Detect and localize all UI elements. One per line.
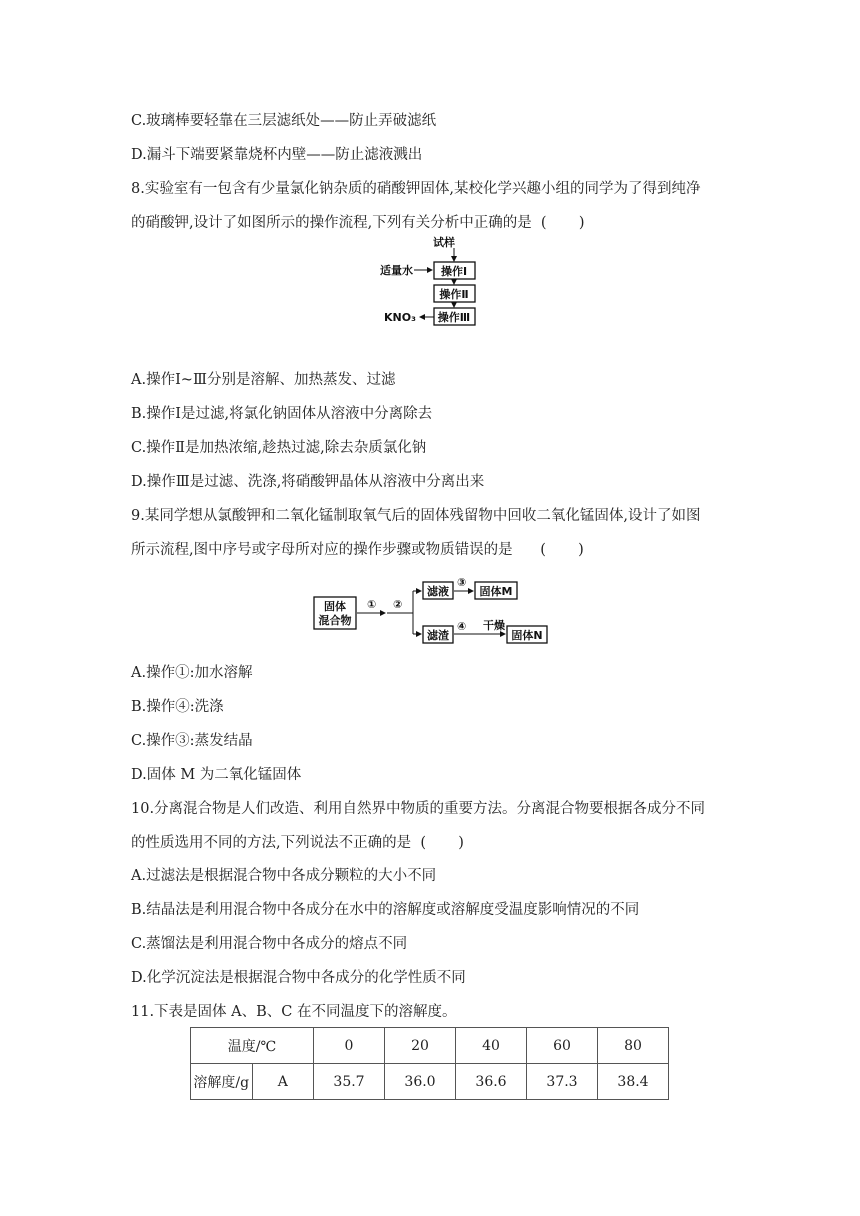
temp-header: 温度/℃	[191, 1028, 314, 1064]
value-cell: 37.3	[527, 1064, 598, 1100]
question-8-line2: 的硝酸钾,设计了如图所示的操作流程,下列有关分析中正确的是 ( )	[131, 215, 585, 231]
op1-label: 操作Ⅰ	[440, 265, 468, 278]
option-a-q9: A.操作①:加水溶解	[131, 665, 253, 681]
kno3-label: KNO₃	[384, 311, 416, 324]
step1-label: ①	[367, 598, 377, 611]
filtrate-label: 滤液	[427, 585, 449, 598]
option-b-q8: B.操作Ⅰ是过滤,将氯化钠固体从溶液中分离除去	[131, 406, 433, 422]
option-c-q9: C.操作③:蒸发结晶	[131, 733, 253, 749]
temp-cell: 60	[527, 1028, 598, 1064]
option-c-q7: C.玻璃棒要轻靠在三层滤纸处——防止弄破滤纸	[131, 113, 437, 129]
option-d-q10: D.化学沉淀法是根据混合物中各成分的化学性质不同	[131, 970, 466, 986]
water-label: 适量水	[380, 264, 413, 277]
solubility-label: 溶解度/g	[191, 1064, 253, 1100]
option-d-q7: D.漏斗下端要紧靠烧杯内壁——防止滤液溅出	[131, 147, 423, 163]
flow-diagram-q8	[378, 236, 488, 328]
table-row	[191, 1028, 669, 1064]
option-c-q8: C.操作Ⅱ是加热浓缩,趁热过滤,除去杂质氯化钠	[131, 440, 427, 456]
option-a-q10: A.过滤法是根据混合物中各成分颗粒的大小不同	[131, 868, 437, 884]
solubility-table	[190, 1027, 669, 1100]
value-cell: 35.7	[314, 1064, 385, 1100]
question-10-line1: 10.分离混合物是人们改造、利用自然界中物质的重要方法。分离混合物要根据各成分不同	[131, 801, 706, 817]
temp-cell: 0	[314, 1028, 385, 1064]
value-cell: 38.4	[598, 1064, 669, 1100]
sample-label: 试样	[433, 236, 455, 249]
option-a-q8: A.操作Ⅰ~Ⅲ分别是溶解、加热蒸发、过滤	[131, 372, 396, 388]
step4-label: ④	[457, 620, 467, 633]
residue-label: 滤渣	[427, 629, 449, 642]
step2-label: ②	[393, 598, 403, 611]
option-b-q10: B.结晶法是利用混合物中各成分在水中的溶解度或溶解度受温度影响情况的不同	[131, 902, 640, 918]
question-9-line1: 9.某同学想从氯酸钾和二氧化锰制取氧气后的固体残留物中回收二氧化锰固体,设计了如图	[131, 508, 701, 524]
question-10-line2: 的性质选用不同的方法,下列说法不正确的是 ( )	[131, 835, 464, 851]
op3-label: 操作Ⅲ	[437, 311, 471, 324]
question-11: 11.下表是固体 A、B、C 在不同温度下的溶解度。	[131, 1004, 457, 1020]
dry-label: 干燥	[483, 619, 505, 632]
mixture-line2: 混合物	[318, 614, 352, 627]
question-9-line2: 所示流程,图中序号或字母所对应的操作步骤或物质错误的是 ( )	[131, 542, 584, 558]
mixture-line1: 固体	[324, 600, 346, 613]
option-c-q10: C.蒸馏法是利用混合物中各成分的熔点不同	[131, 936, 408, 952]
temp-cell: 20	[385, 1028, 456, 1064]
solid-m-label: 固体M	[479, 585, 513, 598]
option-d-q9: D.固体 M 为二氧化锰固体	[131, 767, 302, 783]
flow-diagram-q9	[313, 574, 553, 648]
substance-cell: A	[252, 1064, 314, 1100]
table-row	[191, 1064, 669, 1100]
question-8-line1: 8.实验室有一包含有少量氯化钠杂质的硝酸钾固体,某校化学兴趣小组的同学为了得到纯净	[131, 181, 701, 197]
op2-label: 操作Ⅱ	[439, 288, 469, 301]
value-cell: 36.6	[456, 1064, 527, 1100]
option-d-q8: D.操作Ⅲ是过滤、洗涤,将硝酸钾晶体从溶液中分离出来	[131, 474, 485, 490]
option-b-q9: B.操作④:洗涤	[131, 699, 224, 715]
solid-n-label: 固体N	[511, 629, 543, 642]
value-cell: 36.0	[385, 1064, 456, 1100]
temp-cell: 80	[598, 1028, 669, 1064]
step3-label: ③	[457, 576, 467, 589]
temp-cell: 40	[456, 1028, 527, 1064]
